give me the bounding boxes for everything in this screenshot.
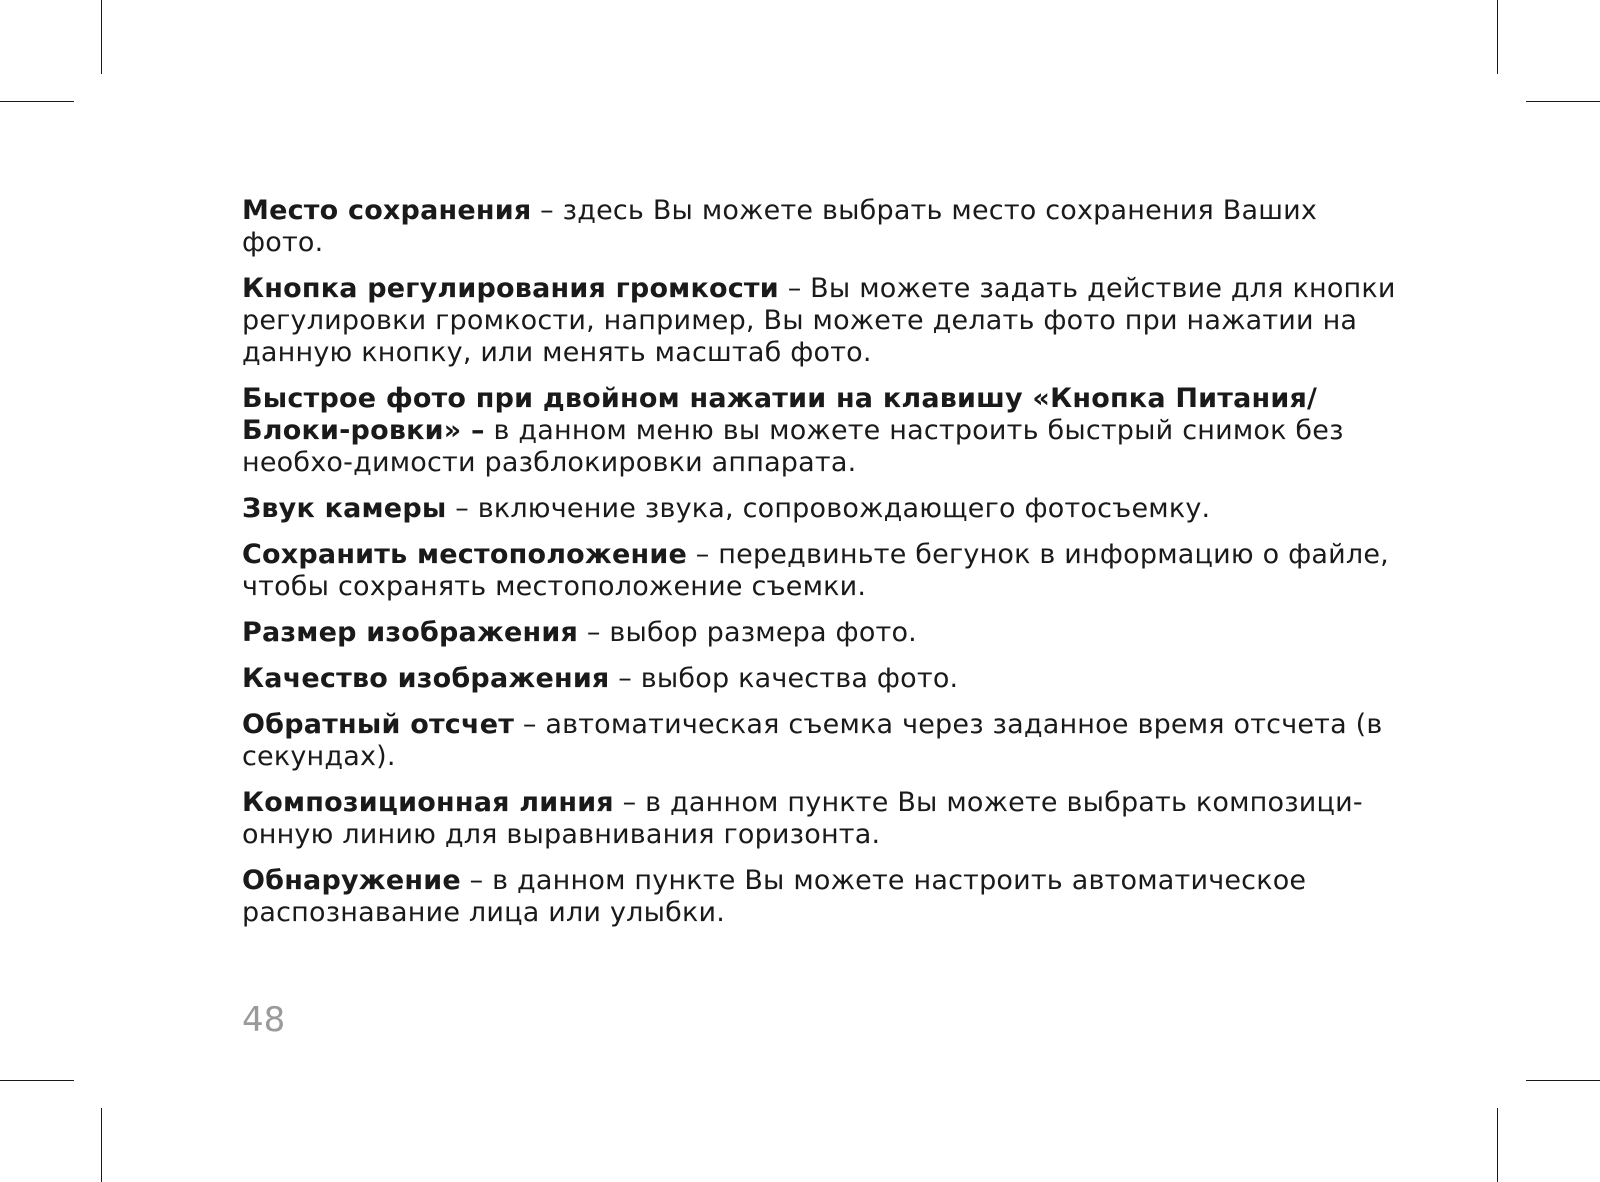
description: – здесь Вы можете выбрать место сохранения Ваших фото. bbox=[242, 195, 1318, 258]
description: – автоматическая съемка через заданное время отсчета (в секундах). bbox=[242, 709, 1383, 772]
crop-mark-bottom-right-vertical bbox=[1497, 1108, 1498, 1182]
description: – включение звука, сопровождающего фотосъемку. bbox=[446, 493, 1211, 524]
term: Сохранить местоположение bbox=[242, 539, 688, 570]
page-number: 48 bbox=[242, 1000, 286, 1040]
crop-mark-bottom-left-vertical bbox=[101, 1108, 102, 1182]
crop-mark-top-left-horizontal bbox=[0, 101, 74, 102]
paragraph-save-location-info bbox=[242, 539, 1402, 603]
term: Кнопка регулирования громкости bbox=[242, 273, 779, 304]
crop-mark-bottom-right-horizontal bbox=[1526, 1080, 1600, 1081]
crop-mark-top-left-vertical bbox=[101, 0, 102, 74]
settings-description-list bbox=[242, 195, 1402, 943]
term: Обратный отсчет bbox=[242, 709, 515, 740]
crop-mark-top-right-vertical bbox=[1497, 0, 1498, 74]
paragraph-detection bbox=[242, 865, 1402, 929]
term: Размер изображения bbox=[242, 617, 579, 648]
term: Быстрое фото при двойном нажатии на клавишу «Кнопка Питания/Блоки-ровки» – bbox=[242, 383, 1318, 446]
term: Звук камеры bbox=[242, 493, 447, 524]
paragraph-quick-photo bbox=[242, 383, 1402, 479]
description: – в данном пункте Вы можете выбрать композици-онную линию для выравнивания горизонта. bbox=[242, 787, 1363, 850]
paragraph-image-size bbox=[242, 617, 1402, 649]
description: – передвиньте бегунок в информацию о файле, чтобы сохранять местоположение съемки. bbox=[242, 539, 1389, 602]
term: Качество изображения bbox=[242, 663, 610, 694]
paragraph-save-location bbox=[242, 195, 1402, 259]
description: – выбор размера фото. bbox=[578, 617, 917, 648]
term: Обнаружение bbox=[242, 865, 461, 896]
term: Композиционная линия bbox=[242, 787, 614, 818]
paragraph-image-quality bbox=[242, 663, 1402, 695]
paragraph-camera-sound bbox=[242, 493, 1402, 525]
term: Место сохранения bbox=[242, 195, 532, 226]
description: – Вы можете задать действие для кнопки регулировки громкости, например, Вы можете делать фото при нажатии на данную кнопку, или менять масштаб фото. bbox=[242, 273, 1396, 368]
description: – в данном пункте Вы можете настроить автоматическое распознавание лица или улыбки. bbox=[242, 865, 1307, 928]
paragraph-countdown bbox=[242, 709, 1402, 773]
crop-mark-bottom-left-horizontal bbox=[0, 1080, 74, 1081]
paragraph-volume-button bbox=[242, 273, 1402, 369]
paragraph-composition-line bbox=[242, 787, 1402, 851]
crop-mark-top-right-horizontal bbox=[1526, 101, 1600, 102]
description: в данном меню вы можете настроить быстрый снимок без необхо-димости разблокировки аппарата. bbox=[242, 415, 1344, 478]
description: – выбор качества фото. bbox=[609, 663, 959, 694]
